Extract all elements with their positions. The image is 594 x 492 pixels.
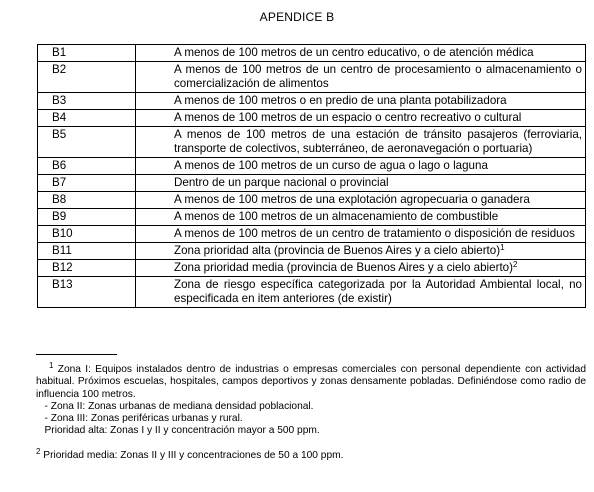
footnote-1	[36, 361, 586, 401]
row-description: A menos de 100 metros de una estación de tránsito pasajeros (ferroviaria, transporte de colectivos, subterráneo, de aeronavegación o portuaria)	[136, 127, 586, 158]
table-row	[38, 45, 586, 62]
row-description: A menos de 100 metros de un almacenamiento de combustible	[136, 209, 586, 226]
row-code: B2	[38, 62, 136, 93]
row-description: A menos de 100 metros o en predio de una planta potabilizadora	[136, 93, 586, 110]
row-code: B5	[38, 127, 136, 158]
footnote-prioridad-alta	[36, 425, 586, 437]
row-description: Dentro de un parque nacional o provincial	[136, 175, 586, 192]
table-row	[38, 277, 586, 308]
footnote-ref-2: 2	[512, 260, 518, 269]
footnote-2	[36, 446, 586, 462]
row-description: A menos de 100 metros de un centro de procesamiento o almacenamiento o comercialización de alimentos	[136, 62, 586, 93]
footnote-zona-2	[36, 401, 586, 413]
footnote-2-mark: 2	[36, 446, 41, 456]
table-row	[38, 209, 586, 226]
table-row	[38, 243, 586, 260]
row-description-text: Zona prioridad alta (provincia de Buenos Aires y a cielo abierto)	[174, 244, 501, 257]
footnote-zona-3	[36, 413, 586, 425]
row-description: A menos de 100 metros de un centro educativo, o de atención médica	[136, 45, 586, 62]
row-description: Zona de riesgo específica categorizada por la Autoridad Ambiental local, no especificada en item anteriores (de existir)	[136, 277, 586, 308]
table-row	[38, 192, 586, 209]
criteria-table-body	[38, 45, 586, 308]
row-code: B11	[38, 243, 136, 260]
table-row	[38, 62, 586, 93]
table-row	[38, 175, 586, 192]
row-code: B13	[38, 277, 136, 308]
page-title: APENDICE B	[259, 10, 335, 24]
footnotes	[36, 361, 586, 462]
row-description: A menos de 100 metros de un espacio o centro recreativo o cultural	[136, 110, 586, 127]
row-code: B12	[38, 260, 136, 277]
table-row	[38, 260, 586, 277]
row-description: A menos de 100 metros de un curso de agua o lago o laguna	[136, 158, 586, 175]
footnote-zona-2-text: - Zona II: Zonas urbanas de mediana densidad poblacional.	[44, 400, 314, 412]
footnote-divider	[36, 354, 117, 355]
row-description-text: Zona prioridad media (provincia de Buenos Aires y a cielo abierto)	[174, 261, 513, 274]
row-code: B3	[38, 93, 136, 110]
table-row	[38, 158, 586, 175]
footnote-1-text: Zona I: Equipos instalados dentro de industrias o empresas comerciales con personal dependiente con actividad habitual. Próximos escuelas, hospitales, campos deportivos y zonas densamente pobladas. Definiéndose como radio de influencia 100 metros.	[36, 364, 586, 400]
table-row	[38, 127, 586, 158]
row-code: B7	[38, 175, 136, 192]
row-code: B4	[38, 110, 136, 127]
row-description: A menos de 100 metros de un centro de tratamiento o disposición de residuos	[136, 226, 586, 243]
row-code: B9	[38, 209, 136, 226]
table-row	[38, 93, 586, 110]
footnote-zona-3-text: - Zona III: Zonas periféricas urbanas y rural.	[44, 413, 243, 425]
row-description: A menos de 100 metros de una explotación agropecuaria o ganadera	[136, 192, 586, 209]
footnote-1-mark: 1	[49, 361, 54, 370]
table-row	[38, 110, 586, 127]
table-row	[38, 226, 586, 243]
footnote-2-text: Prioridad media: Zonas II y III y concentraciones de 50 a 100 ppm.	[43, 449, 344, 461]
row-code: B1	[38, 45, 136, 62]
row-description	[136, 260, 586, 277]
row-description	[136, 243, 586, 260]
row-code: B10	[38, 226, 136, 243]
footnote-prioridad-alta-text: Prioridad alta: Zonas I y II y concentración mayor a 500 ppm.	[44, 425, 320, 437]
footnote-ref-1: 1	[500, 243, 505, 252]
row-code: B8	[38, 192, 136, 209]
row-code: B6	[38, 158, 136, 175]
criteria-table	[37, 44, 586, 308]
